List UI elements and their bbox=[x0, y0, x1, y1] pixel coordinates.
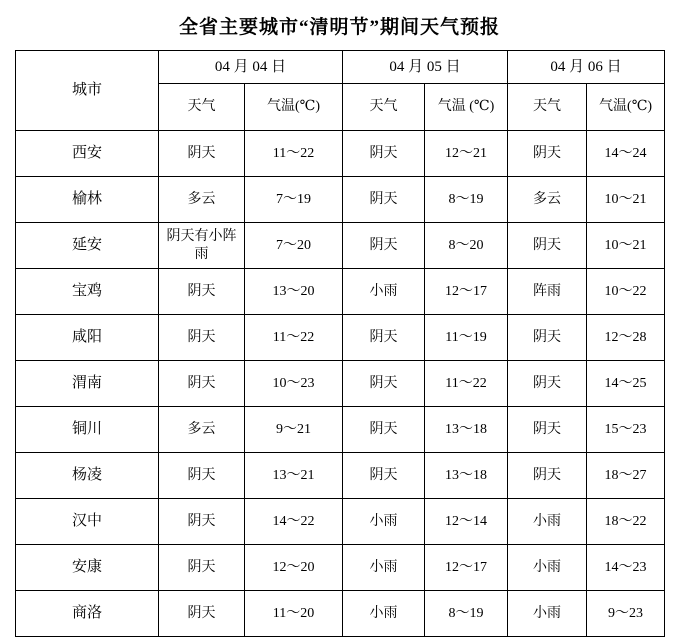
temp-day3: 10～22 bbox=[587, 269, 665, 315]
weather-day3: 小雨 bbox=[508, 499, 587, 545]
table-row bbox=[16, 591, 665, 637]
temp-day1: 13～20 bbox=[245, 269, 343, 315]
table-row bbox=[16, 223, 665, 269]
temp-day2: 11～22 bbox=[425, 361, 508, 407]
weather-forecast-table bbox=[15, 50, 665, 637]
weather-day2: 阴天 bbox=[343, 131, 425, 177]
temp-day3: 10～21 bbox=[587, 223, 665, 269]
weather-day1: 阴天 bbox=[159, 499, 245, 545]
city-name: 西安 bbox=[16, 131, 159, 177]
weather-day1: 阴天 bbox=[159, 361, 245, 407]
weather-day2: 小雨 bbox=[343, 269, 425, 315]
column-header-temp-1: 气温(℃) bbox=[245, 84, 343, 131]
column-header-temp-3: 气温(℃) bbox=[587, 84, 665, 131]
weather-day3: 阴天 bbox=[508, 131, 587, 177]
weather-day3: 阴天 bbox=[508, 407, 587, 453]
temp-day3: 14～25 bbox=[587, 361, 665, 407]
weather-day3: 小雨 bbox=[508, 591, 587, 637]
weather-day3: 阴天 bbox=[508, 453, 587, 499]
temp-day2: 11～19 bbox=[425, 315, 508, 361]
weather-day1: 阴天 bbox=[159, 453, 245, 499]
temp-day1: 9～21 bbox=[245, 407, 343, 453]
column-header-temp-2: 气温 (℃) bbox=[425, 84, 508, 131]
city-name: 汉中 bbox=[16, 499, 159, 545]
temp-day3: 18～22 bbox=[587, 499, 665, 545]
table-row bbox=[16, 177, 665, 223]
city-name: 宝鸡 bbox=[16, 269, 159, 315]
column-header-weather-2: 天气 bbox=[343, 84, 425, 131]
column-header-weather-1: 天气 bbox=[159, 84, 245, 131]
city-name: 咸阳 bbox=[16, 315, 159, 361]
column-header-date-2: 04 月 05 日 bbox=[343, 51, 508, 84]
table-header bbox=[16, 51, 665, 131]
table-header-row-dates bbox=[16, 51, 665, 84]
weather-day1: 阴天有小阵雨 bbox=[159, 223, 245, 269]
weather-day2: 阴天 bbox=[343, 223, 425, 269]
weather-day3: 小雨 bbox=[508, 545, 587, 591]
table-row bbox=[16, 407, 665, 453]
table-row bbox=[16, 453, 665, 499]
city-name: 延安 bbox=[16, 223, 159, 269]
weather-day1: 阴天 bbox=[159, 545, 245, 591]
weather-day3: 阴天 bbox=[508, 315, 587, 361]
temp-day3: 9～23 bbox=[587, 591, 665, 637]
temp-day1: 11～22 bbox=[245, 131, 343, 177]
table-row bbox=[16, 131, 665, 177]
weather-day3: 阴天 bbox=[508, 223, 587, 269]
weather-day2: 小雨 bbox=[343, 591, 425, 637]
table-container bbox=[0, 50, 679, 637]
weather-day3: 多云 bbox=[508, 177, 587, 223]
temp-day2: 8～19 bbox=[425, 591, 508, 637]
temp-day3: 14～23 bbox=[587, 545, 665, 591]
weather-day1: 多云 bbox=[159, 177, 245, 223]
temp-day1: 11～22 bbox=[245, 315, 343, 361]
temp-day1: 13～21 bbox=[245, 453, 343, 499]
temp-day2: 12～21 bbox=[425, 131, 508, 177]
weather-day1: 阴天 bbox=[159, 591, 245, 637]
city-name: 榆林 bbox=[16, 177, 159, 223]
city-name: 商洛 bbox=[16, 591, 159, 637]
temp-day2: 12～17 bbox=[425, 545, 508, 591]
temp-day1: 7～19 bbox=[245, 177, 343, 223]
weather-day2: 小雨 bbox=[343, 545, 425, 591]
city-name: 安康 bbox=[16, 545, 159, 591]
table-row bbox=[16, 315, 665, 361]
temp-day1: 14～22 bbox=[245, 499, 343, 545]
temp-day1: 10～23 bbox=[245, 361, 343, 407]
city-name: 渭南 bbox=[16, 361, 159, 407]
column-header-city: 城市 bbox=[16, 51, 159, 131]
temp-day3: 10～21 bbox=[587, 177, 665, 223]
city-name: 杨凌 bbox=[16, 453, 159, 499]
temp-day3: 12～28 bbox=[587, 315, 665, 361]
temp-day2: 12～14 bbox=[425, 499, 508, 545]
temp-day3: 14～24 bbox=[587, 131, 665, 177]
column-header-date-1: 04 月 04 日 bbox=[159, 51, 343, 84]
table-body bbox=[16, 131, 665, 637]
table-row bbox=[16, 499, 665, 545]
weather-day1: 阴天 bbox=[159, 315, 245, 361]
temp-day2: 13～18 bbox=[425, 453, 508, 499]
table-row bbox=[16, 545, 665, 591]
temp-day2: 8～20 bbox=[425, 223, 508, 269]
table-row bbox=[16, 361, 665, 407]
weather-day2: 阴天 bbox=[343, 453, 425, 499]
weather-day1: 阴天 bbox=[159, 131, 245, 177]
temp-day1: 11～20 bbox=[245, 591, 343, 637]
column-header-weather-3: 天气 bbox=[508, 84, 587, 131]
temp-day1: 7～20 bbox=[245, 223, 343, 269]
weather-day2: 阴天 bbox=[343, 407, 425, 453]
weather-day2: 阴天 bbox=[343, 361, 425, 407]
weather-day3: 阵雨 bbox=[508, 269, 587, 315]
temp-day3: 15～23 bbox=[587, 407, 665, 453]
temp-day1: 12～20 bbox=[245, 545, 343, 591]
temp-day2: 13～18 bbox=[425, 407, 508, 453]
weather-day1: 多云 bbox=[159, 407, 245, 453]
weather-day1: 阴天 bbox=[159, 269, 245, 315]
column-header-date-3: 04 月 06 日 bbox=[508, 51, 665, 84]
weather-day2: 小雨 bbox=[343, 499, 425, 545]
temp-day2: 12～17 bbox=[425, 269, 508, 315]
temp-day3: 18～27 bbox=[587, 453, 665, 499]
city-name: 铜川 bbox=[16, 407, 159, 453]
weather-day2: 阴天 bbox=[343, 177, 425, 223]
temp-day2: 8～19 bbox=[425, 177, 508, 223]
page-title: 全省主要城市“清明节”期间天气预报 bbox=[178, 17, 500, 38]
weather-day3: 阴天 bbox=[508, 361, 587, 407]
weather-day2: 阴天 bbox=[343, 315, 425, 361]
table-row bbox=[16, 269, 665, 315]
